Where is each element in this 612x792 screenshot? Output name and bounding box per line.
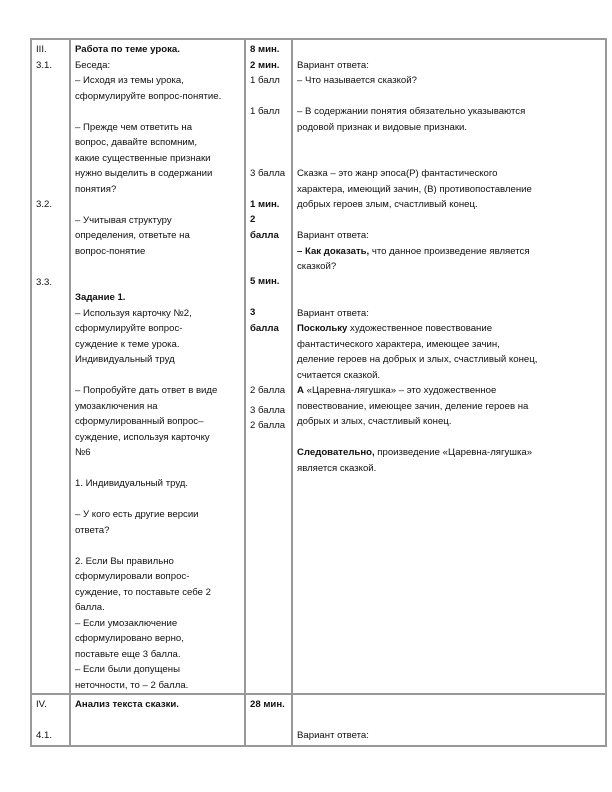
score-3c: 3 балла (250, 404, 286, 416)
answer-5 (297, 321, 602, 383)
time-1: 1 мин. (250, 198, 280, 210)
question-1: – Исходя из темы урока, сформулируйте вопрос-понятие. (75, 75, 222, 102)
section-number: III. (36, 44, 47, 55)
time-score-cell (245, 39, 292, 694)
section-4-title: Анализ текста сказки. (75, 699, 179, 710)
answer-6-rest: «Царевна-лягушка» – это художественное повествование, имеющее зачин, деление героев на добрых и злых, счастливый конец. (297, 385, 529, 427)
answer-label-1: Вариант ответа: (297, 59, 369, 71)
score-1a: 1 балл (250, 75, 280, 86)
subsection-number-4-1: 4.1. (36, 730, 53, 741)
task-text: – Используя карточку №2, сформулируйте вопрос- суждение к теме урока. Индивидуальный труд (75, 307, 192, 365)
score-3: 3 балла (250, 167, 286, 179)
answer-4-bold: – Как доказать, (297, 245, 370, 257)
section-4-time-cell (245, 694, 292, 746)
answer-5-bold: Поскольку (297, 323, 348, 334)
score-2c: 2 балла (250, 420, 286, 431)
answer-7 (297, 445, 602, 476)
answer-cell (292, 39, 606, 694)
time-2: 2 мин. (250, 59, 280, 71)
time-5: 5 мин. (250, 276, 280, 287)
conversation-label: Беседа: (75, 59, 111, 71)
section-4-number-cell (31, 694, 70, 746)
answer-2: – В содержании понятия обязательно указываются родовой признак и видовые признаки. (297, 106, 526, 133)
question-2: – Прежде чем ответить на вопрос, давайте вспомним, какие существенные признаки нужно выделить в содержании понятия? (75, 121, 213, 195)
answer-5-rest: художественное повествование фантастического характера, имеющее зачин, деление героев на добрых и злых, счастливый конец, считается сказкой. (297, 323, 538, 381)
section-4-answer-cell (292, 694, 606, 746)
section-4-answer-label: Вариант ответа: (297, 730, 369, 741)
activity-cell (70, 39, 245, 694)
section-4-number: IV. (36, 699, 47, 710)
section-title: Работа по теме урока. (75, 44, 180, 55)
subsection-number-3-3: 3.3. (36, 276, 53, 288)
score-2a: 2 балла (250, 214, 279, 241)
section-4-activity-cell (70, 694, 245, 746)
answer-7-rest: произведение «Царевна-лягушка» является сказкой. (297, 447, 533, 474)
section-4-time: 28 мин. (250, 699, 285, 710)
try-text: – Попробуйте дать ответ в виде умозаключения на сформулированный вопрос– суждение, используя карточку №6 (75, 385, 218, 458)
answer-label-3: Вариант ответа: (297, 307, 369, 319)
grading-text: 2. Если Вы правильно сформулировали вопрос- суждение, то поставьте себе 2 балла. – Если умозаключение сформулировано верно, поставьте еще 3 балла. – Если были допущены неточности, то – 2 балла. (75, 555, 211, 691)
section-number-cell (31, 39, 70, 694)
score-3b: 3 балла (250, 307, 279, 334)
table-row-section-3 (31, 39, 606, 694)
answer-7-bold: Следовательно, (297, 447, 375, 458)
task-title: Задание 1. (75, 292, 126, 303)
subsection-number-3-2: 3.2. (36, 199, 53, 210)
answer-label-2: Вариант ответа: (297, 230, 369, 241)
time-main: 8 мин. (250, 44, 280, 55)
answer-6-bold: А (297, 385, 304, 396)
score-2b: 2 балла (250, 385, 286, 396)
answer-4-rest: что данное произведение является сказкой? (297, 245, 530, 272)
answer-4 (297, 244, 602, 275)
answer-6 (297, 383, 602, 430)
other-versions: – У кого есть другие версии ответа? (75, 509, 199, 536)
individual-work: 1. Индивидуальный труд. (75, 478, 189, 489)
question-3: – Учитывая структуру определения, ответьте на вопрос-понятие (75, 214, 190, 257)
answer-3: Сказка – это жанр эпоса(Р) фантастического характера, имеющий зачин, (В) противопоставление добрых героев злым, счастливый конец. (297, 168, 532, 210)
subsection-number-3-1: 3.1. (36, 59, 53, 71)
answer-1: – Что называется сказкой? (297, 75, 417, 86)
lesson-plan-table (30, 38, 607, 747)
table-row-section-4 (31, 694, 606, 746)
score-1b: 1 балл (250, 106, 280, 117)
